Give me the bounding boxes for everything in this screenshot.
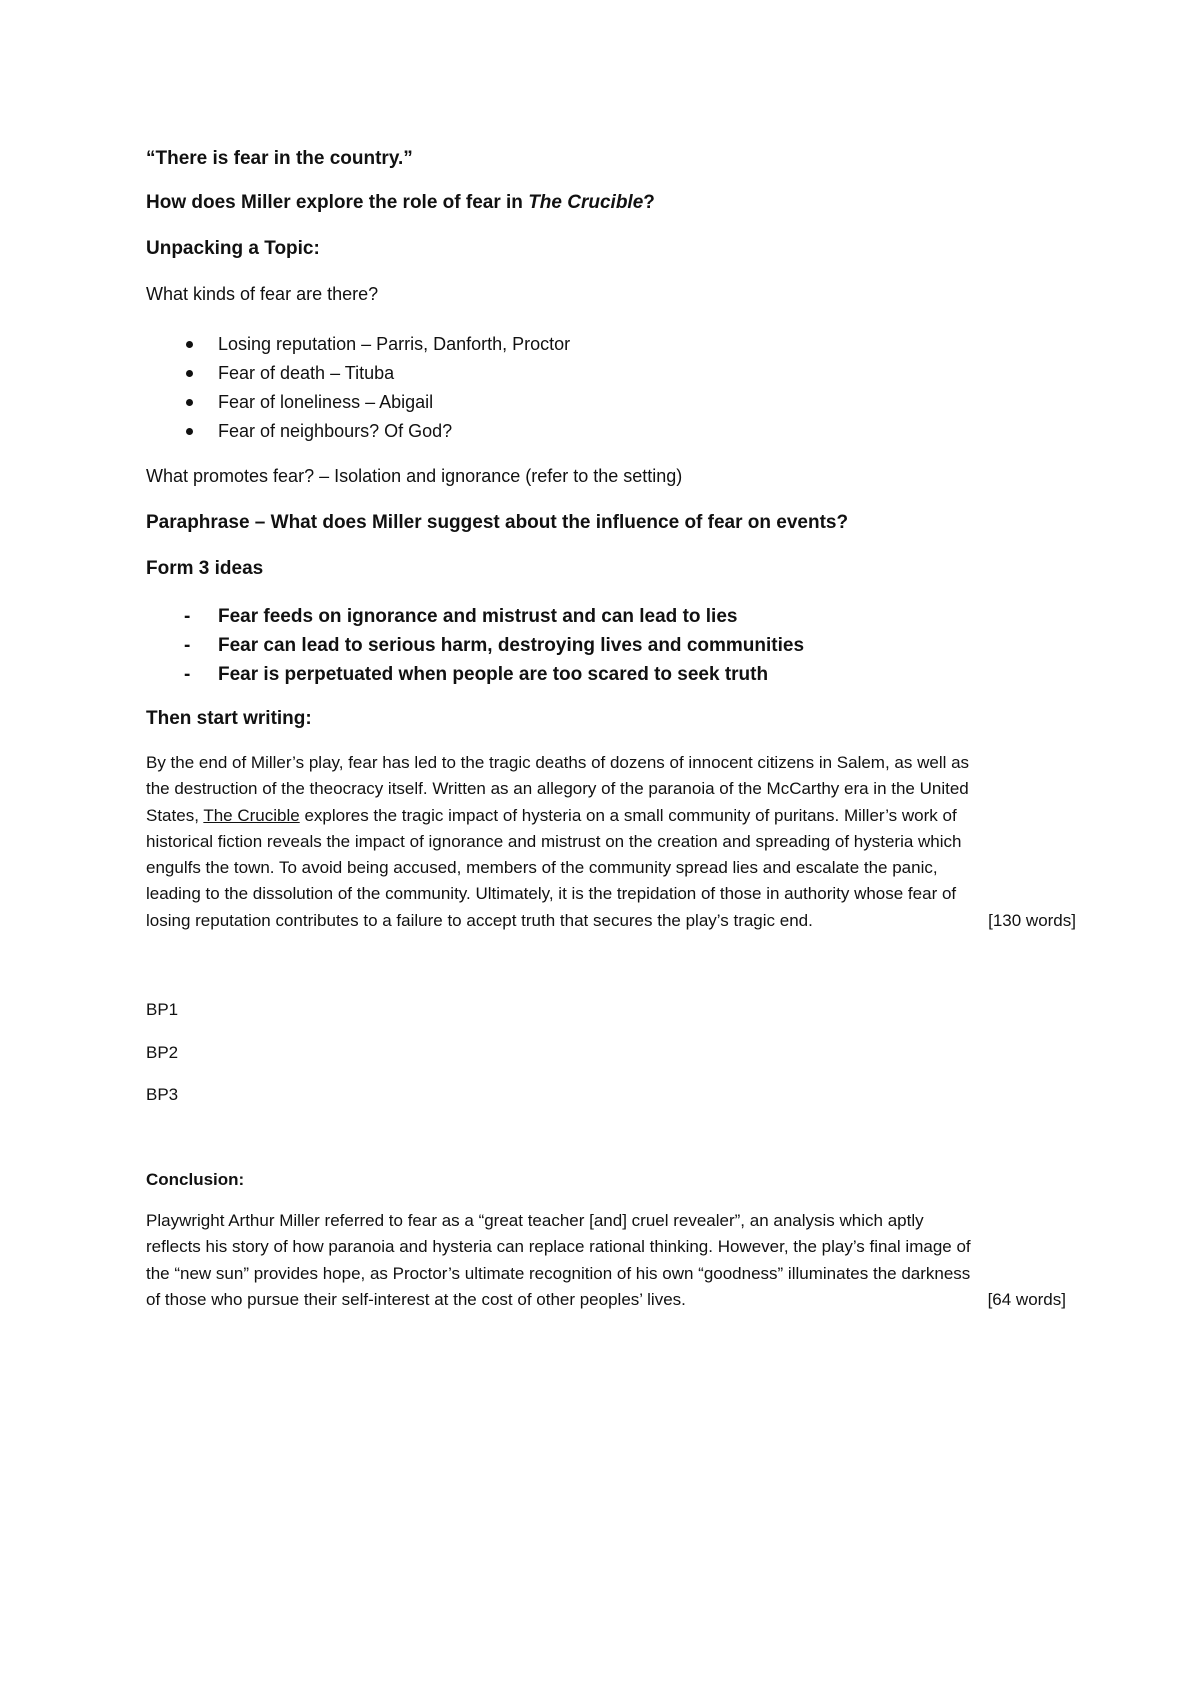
intro-line: the destruction of the theocracy itself. Written as an allegory of the paranoia of the McCarthy era in the United <box>146 779 969 799</box>
bullet-icon <box>186 399 193 406</box>
list-item <box>146 359 570 388</box>
play-title: The Crucible <box>203 805 300 825</box>
intro-text: States, <box>146 805 204 825</box>
bullet-icon <box>186 341 193 348</box>
word-count: [64 words] <box>987 1289 1066 1309</box>
kinds-question: What kinds of fear are there? <box>146 284 379 304</box>
title-quote: “There is fear in the country.” <box>146 148 413 169</box>
conclusion-line: reflects his story of how paranoia and hysteria can replace rational thinking. However, the play’s final image of <box>146 1237 971 1257</box>
fear-list <box>146 330 570 446</box>
dash-marker: - <box>184 606 191 627</box>
conclusion-text: of those who pursue their self-interest at the cost of other peoples’ lives. <box>146 1289 686 1309</box>
intro-line <box>146 803 1076 829</box>
idea-text: Fear is perpetuated when people are too scared to seek truth <box>218 664 769 685</box>
list-item <box>146 417 570 446</box>
body-paragraph-label: BP3 <box>146 1085 179 1104</box>
conclusion-paragraph <box>146 1208 1076 1313</box>
intro-line: historical fiction reveals the impact of ignorance and mistrust on the creation and spreading of hysteria which <box>146 831 962 851</box>
intro-line <box>146 908 1076 934</box>
form-heading: Form 3 ideas <box>146 558 264 579</box>
promotes-line: What promotes fear? – Isolation and ignorance (refer to the setting) <box>146 466 683 486</box>
list-item <box>146 660 804 689</box>
unpacking-heading: Unpacking a Topic: <box>146 238 320 259</box>
intro-line: By the end of Miller’s play, fear has led to the tragic deaths of dozens of innocent citizens in Salem, as well as <box>146 753 970 772</box>
paraphrase-heading: Paraphrase – What does Miller suggest about the influence of fear on events? <box>146 512 849 533</box>
list-item-text: Fear of neighbours? Of God? <box>218 421 453 441</box>
intro-text: losing reputation contributes to a failure to accept truth that secures the play’s tragic end. <box>146 910 813 930</box>
body-paragraph-label: BP2 <box>146 1043 179 1062</box>
list-item-text: Fear of loneliness – Abigail <box>218 392 434 412</box>
list-item <box>146 602 804 631</box>
question-italic-title: The Crucible <box>528 192 644 213</box>
word-count: [130 words] <box>988 910 1076 930</box>
conclusion-heading: Conclusion: <box>146 1170 245 1189</box>
bullet-icon <box>186 428 193 435</box>
intro-line: engulfs the town. To avoid being accused, members of the community spread lies and escalate the panic, <box>146 858 938 878</box>
list-item <box>146 631 804 660</box>
list-item <box>146 330 570 359</box>
list-item-text: Losing reputation – Parris, Danforth, Proctor <box>218 334 571 354</box>
question-suffix: ? <box>643 192 655 213</box>
intro-text: explores the tragic impact of hysteria on a small community of puritans. Miller’s work of <box>299 805 957 825</box>
dash-marker: - <box>184 635 191 656</box>
list-item-text: Fear of death – Tituba <box>218 363 395 383</box>
body-paragraph-label: BP1 <box>146 1000 179 1019</box>
intro-line: leading to the dissolution of the community. Ultimately, it is the trepidation of those in authority whose fear of <box>146 884 957 904</box>
bullet-icon <box>186 370 193 377</box>
idea-text: Fear feeds on ignorance and mistrust and can lead to lies <box>218 606 738 627</box>
conclusion-line <box>146 1287 1076 1313</box>
idea-text: Fear can lead to serious harm, destroying lives and communities <box>218 635 805 656</box>
list-item <box>146 388 570 417</box>
ideas-list <box>146 602 804 689</box>
dash-marker: - <box>184 664 191 685</box>
question-prefix: How does Miller explore the role of fear in <box>146 192 529 213</box>
conclusion-line: Playwright Arthur Miller referred to fear as a “great teacher [and] cruel revealer”, an analysis which aptly <box>146 1211 924 1230</box>
introduction-paragraph <box>146 750 1076 934</box>
essay-question <box>146 192 655 214</box>
conclusion-line: the “new sun” provides hope, as Proctor’s ultimate recognition of his own “goodness” illuminates the darkness <box>146 1263 971 1283</box>
start-writing-heading: Then start writing: <box>146 708 312 729</box>
